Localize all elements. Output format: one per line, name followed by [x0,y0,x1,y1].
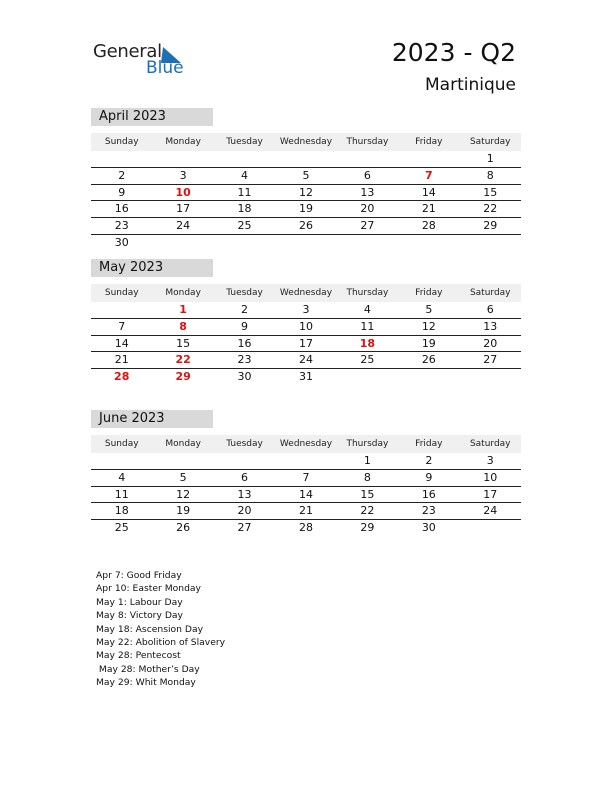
week-row [91,503,521,520]
month-may [91,259,521,386]
day-cell: 15 [176,336,191,350]
week-row [91,470,521,487]
holiday-item: May 28: Mother’s Day [96,663,200,675]
day-cell: 8 [179,319,187,333]
weekday-label: Monday [165,288,201,298]
day-cell: 18 [359,336,376,350]
day-cell [214,453,275,469]
weekday-label: Wednesday [279,137,333,147]
day-cell: 3 [302,303,310,316]
day-cell: 29 [175,370,191,384]
day-cell: 11 [114,487,129,501]
day-cell: 9 [425,470,433,484]
day-cell: 3 [179,168,187,182]
day-cell: 28 [421,219,436,233]
day-cell: 27 [483,353,498,367]
day-cell: 9 [118,185,126,199]
day-cell: 13 [483,319,498,333]
day-cell: 27 [360,219,375,233]
day-cell: 16 [421,487,436,501]
day-cell [337,369,398,386]
day-cell: 14 [298,487,313,501]
weekday-label: Monday [165,137,201,147]
day-cell: 21 [421,202,436,216]
month-label: May 2023 [91,259,213,277]
holiday-item: May 22: Abolition of Slavery [96,637,226,649]
day-cell: 20 [360,202,375,216]
weekday-label: Friday [415,137,443,147]
day-cell: 10 [175,185,191,199]
day-cell: 20 [483,336,498,350]
day-cell: 16 [237,336,252,350]
day-cell: 14 [114,336,129,350]
weekday-label: Friday [415,439,443,449]
logo-general-text: General [93,41,162,62]
day-cell: 26 [176,521,191,535]
week-row [91,520,521,537]
day-cell [214,151,275,167]
day-cell: 13 [237,487,252,501]
logo-blue-text: Blue [146,58,184,78]
weekday-header [91,435,521,453]
holiday-item: Apr 7: Good Friday [96,570,182,581]
day-cell: 5 [425,303,433,316]
week-row [91,319,521,336]
day-cell: 19 [176,504,191,518]
day-cell: 30 [114,235,129,249]
holiday-item: May 28: Pentecost [96,650,181,662]
day-cell [91,302,152,318]
day-cell: 24 [298,353,313,367]
weekday-label: Saturday [469,137,511,147]
week-row [91,201,521,218]
day-cell [460,369,521,386]
day-cell: 24 [176,219,191,233]
day-cell: 11 [237,185,252,199]
day-cell: 25 [114,521,129,535]
weekday-label: Tuesday [226,137,263,147]
day-cell [91,453,152,469]
weekday-label: Saturday [469,288,511,298]
day-cell [398,151,459,167]
day-cell: 24 [483,504,498,518]
day-cell: 29 [483,219,498,233]
day-cell: 30 [237,370,252,384]
day-cell: 21 [114,353,129,367]
holiday-item: May 18: Ascension Day [96,623,204,635]
day-cell: 3 [486,454,494,467]
day-cell: 30 [421,521,436,535]
holiday-item: May 29: Whit Monday [96,677,196,689]
day-cell: 22 [360,504,375,518]
day-cell: 6 [486,303,494,316]
day-cell: 15 [360,487,375,501]
month-grid [91,302,521,386]
day-cell: 18 [237,202,252,216]
day-cell: 23 [114,219,129,233]
day-cell [275,453,336,469]
week-row [91,235,521,252]
day-cell: 4 [118,470,126,484]
week-row [91,369,521,386]
day-cell: 18 [114,504,129,518]
day-cell: 9 [241,319,249,333]
week-row [91,352,521,369]
holiday-item: May 1: Labour Day [96,596,183,608]
month-grid [91,151,521,252]
week-row [91,302,521,319]
page-title: 2023 - Q2 [391,38,516,67]
day-cell: 25 [360,353,375,367]
day-cell: 26 [298,219,313,233]
day-cell: 27 [237,521,252,535]
day-cell [275,235,336,252]
weekday-label: Sunday [104,137,139,147]
day-cell [152,453,213,469]
day-cell: 2 [118,168,126,182]
day-cell: 15 [483,185,498,199]
day-cell: 16 [114,202,129,216]
day-cell: 31 [298,370,313,384]
day-cell: 12 [176,487,191,501]
week-row [91,151,521,168]
weekday-header [91,133,521,151]
day-cell: 28 [298,521,313,535]
day-cell: 7 [424,168,433,182]
day-cell [460,520,521,537]
day-cell: 1 [363,454,371,467]
weekday-header [91,284,521,302]
month-april [91,108,521,252]
day-cell: 2 [241,303,249,316]
weekday-label: Monday [165,439,201,449]
month-label: June 2023 [91,410,213,428]
weekday-label: Sunday [104,288,139,298]
month-grid [91,453,521,537]
day-cell [460,235,521,252]
day-cell: 12 [421,319,436,333]
weekday-label: Wednesday [279,288,333,298]
day-cell [152,151,213,167]
weekday-label: Friday [415,288,443,298]
day-cell: 23 [237,353,252,367]
month-june [91,410,521,537]
day-cell: 20 [237,504,252,518]
day-cell: 17 [298,336,313,350]
weekday-label: Wednesday [279,439,333,449]
weekday-label: Sunday [104,439,139,449]
day-cell: 7 [118,319,126,333]
weekday-label: Thursday [346,137,389,147]
day-cell: 28 [114,370,130,384]
day-cell: 8 [486,168,494,182]
weekday-label: Thursday [346,439,389,449]
week-row [91,487,521,504]
day-cell: 6 [363,168,371,182]
holiday-list [96,569,225,690]
day-cell: 5 [302,168,310,182]
day-cell: 26 [421,353,436,367]
weekday-label: Saturday [469,439,511,449]
day-cell: 11 [360,319,375,333]
day-cell: 22 [483,202,498,216]
day-cell: 13 [360,185,375,199]
day-cell: 4 [363,303,371,316]
day-cell: 1 [486,152,494,165]
week-row [91,168,521,185]
day-cell [275,151,336,167]
week-row [91,218,521,235]
day-cell: 5 [179,470,187,484]
day-cell [398,369,459,386]
day-cell: 6 [241,470,249,484]
day-cell: 25 [237,219,252,233]
day-cell: 14 [421,185,436,199]
day-cell [91,151,152,167]
day-cell: 23 [421,504,436,518]
weekday-label: Tuesday [226,439,263,449]
day-cell: 10 [483,470,498,484]
holiday-item: Apr 10: Easter Monday [96,583,201,595]
day-cell: 12 [298,185,313,199]
weekday-label: Tuesday [226,288,263,298]
day-cell: 2 [425,454,433,467]
holiday-item: May 8: Victory Day [96,610,183,622]
day-cell: 19 [298,202,313,216]
week-row [91,336,521,353]
day-cell: 19 [421,336,436,350]
day-cell: 1 [179,303,187,316]
day-cell: 21 [298,504,313,518]
day-cell: 17 [483,487,498,501]
day-cell [152,235,213,252]
weekday-label: Thursday [346,288,389,298]
day-cell: 10 [298,319,313,333]
day-cell: 22 [175,353,191,367]
day-cell: 7 [302,470,310,484]
day-cell: 8 [363,470,371,484]
week-row [91,453,521,470]
day-cell [337,151,398,167]
month-label: April 2023 [91,108,213,126]
day-cell [398,235,459,252]
week-row [91,185,521,202]
day-cell [214,235,275,252]
day-cell: 17 [176,202,191,216]
day-cell: 29 [360,521,375,535]
logo [93,41,193,81]
day-cell: 4 [241,168,249,182]
country-name: Martinique [425,75,516,95]
day-cell [337,235,398,252]
